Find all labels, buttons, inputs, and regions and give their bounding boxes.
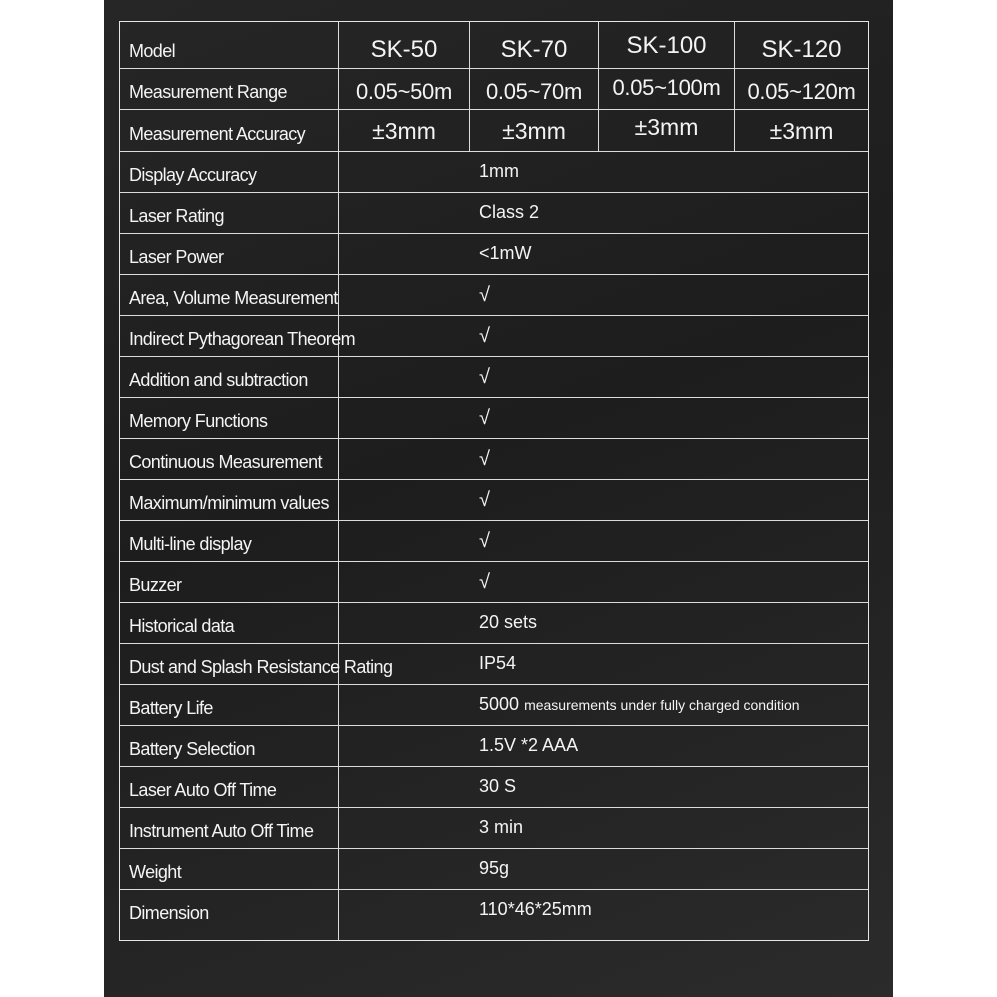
spec-value: 95g (479, 858, 510, 878)
spec-value: 1.5V *2 AAA (479, 735, 579, 755)
spec-row-laser-auto-off (120, 766, 868, 807)
spec-label: Historical data (129, 616, 235, 636)
model-sk70 (470, 22, 599, 68)
spec-value-suffix: measurements under fully charged condition (524, 697, 800, 713)
accuracy-label: Measurement Accuracy (129, 124, 306, 144)
spec-label: Memory Functions (129, 411, 268, 431)
spec-row-instrument-auto-off (120, 807, 868, 848)
check-icon: √ (479, 284, 490, 306)
spec-row-buzzer (120, 561, 868, 602)
spec-row-ip-rating (120, 643, 868, 684)
model-sk100 (599, 22, 735, 68)
model-sk120 (735, 22, 868, 68)
spec-row-continuous (120, 438, 868, 479)
range-row (120, 68, 868, 109)
spec-row-laser-power (120, 233, 868, 274)
spec-value: 1mm (479, 161, 519, 181)
model-name: SK-50 (370, 36, 438, 63)
spec-value: 110*46*25mm (479, 899, 592, 919)
range-label: Measurement Range (129, 82, 287, 102)
spec-value: 3 min (479, 817, 524, 837)
spec-label: Laser Rating (129, 206, 224, 226)
check-icon: √ (479, 366, 490, 388)
spec-row-max-min (120, 479, 868, 520)
range-value: 0.05~100m (599, 69, 735, 109)
spec-row-laser-rating (120, 192, 868, 233)
spec-row-display-accuracy (120, 151, 868, 192)
accuracy-value: ±3mm (339, 110, 470, 151)
spec-label: Weight (129, 862, 182, 882)
spec-value: Class 2 (479, 202, 540, 222)
spec-row-area-volume (120, 274, 868, 315)
spec-label: Area, Volume Measurement (129, 288, 338, 308)
spec-value: IP54 (479, 653, 517, 673)
spec-label: Dust and Splash Resistance Rating (129, 657, 393, 677)
spec-row-dimension (120, 889, 868, 940)
range-label-cell (120, 69, 339, 109)
spec-label: Addition and subtraction (129, 370, 308, 390)
spec-row-weight (120, 848, 868, 889)
header-label-cell (120, 22, 339, 68)
range-value: 0.05~50m (339, 69, 470, 109)
spec-label: Laser Power (129, 247, 224, 267)
spec-value: 30 S (479, 776, 517, 796)
spec-label: Battery Life (129, 698, 213, 718)
spec-label: Display Accuracy (129, 165, 257, 185)
check-icon: √ (479, 530, 490, 552)
spec-value: 20 sets (479, 612, 538, 632)
spec-row-multiline (120, 520, 868, 561)
check-icon: √ (479, 571, 490, 593)
spec-label: Maximum/minimum values (129, 493, 329, 513)
spec-label: Multi-line display (129, 534, 252, 554)
check-icon: √ (479, 325, 490, 347)
check-icon: √ (479, 448, 490, 470)
spec-label: Battery Selection (129, 739, 255, 759)
range-value: 0.05~120m (747, 79, 856, 104)
spec-label: Laser Auto Off Time (129, 780, 277, 800)
spec-label: Continuous Measurement (129, 452, 322, 472)
range-value: 0.05~70m (470, 69, 599, 109)
spec-row-battery-life (120, 684, 868, 725)
spec-row-historical (120, 602, 868, 643)
accuracy-value: ±3mm (599, 110, 735, 151)
spec-value: <1mW (479, 243, 532, 263)
spec-row-memory (120, 397, 868, 438)
accuracy-label-cell (120, 110, 339, 151)
model-name: SK-120 (761, 36, 842, 63)
spec-label: Instrument Auto Off Time (129, 821, 314, 841)
spec-label: Indirect Pythagorean Theorem (129, 329, 356, 349)
spec-row-addition-subtraction (120, 356, 868, 397)
spec-label: Dimension (129, 903, 209, 923)
model-name: SK-100 (626, 32, 707, 59)
spec-table (119, 21, 869, 941)
check-icon: √ (479, 407, 490, 429)
spec-value: 5000 measurements under fully charged condition (479, 694, 800, 714)
model-sk50 (339, 22, 470, 68)
accuracy-value: ±3mm (769, 118, 834, 144)
spec-row-battery-selection (120, 725, 868, 766)
accuracy-row (120, 109, 868, 151)
spec-label: Buzzer (129, 575, 182, 595)
header-label: Model (129, 41, 176, 61)
model-name: SK-70 (500, 36, 568, 63)
spec-row-pythagorean (120, 315, 868, 356)
accuracy-value: ±3mm (470, 110, 599, 151)
check-icon: √ (479, 489, 490, 511)
header-row (120, 22, 868, 68)
